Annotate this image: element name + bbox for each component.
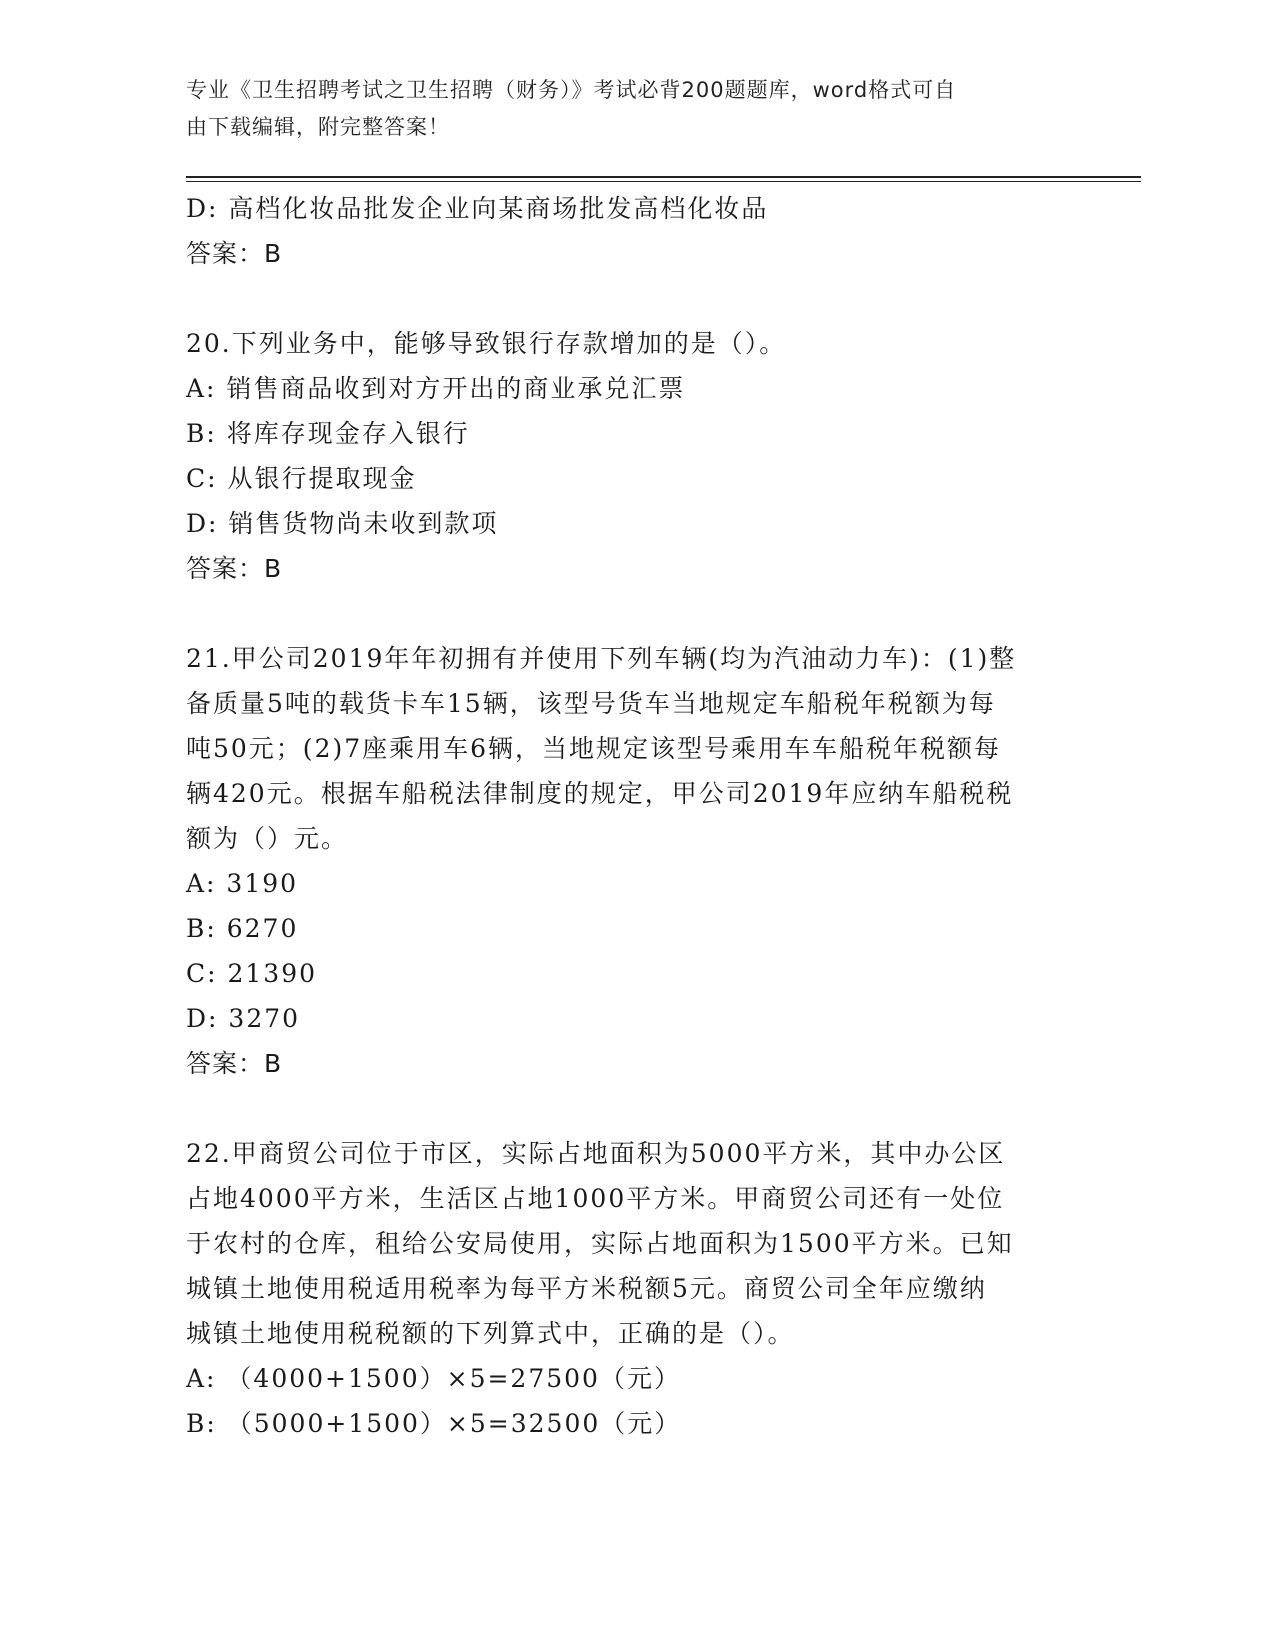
q21-stem-line: 21.甲公司2019年年初拥有并使用下列车辆(均为汽油动力车)：(1)整 xyxy=(186,644,1017,673)
q20-answer: 答案：B xyxy=(186,554,283,583)
q21-stem-line: 额为（）元。 xyxy=(186,824,349,853)
spacer xyxy=(186,276,1086,321)
q20-option-d: D: 销售货物尚未收到款项 xyxy=(186,509,499,538)
header-line-1: 专业《卫生招聘考试之卫生招聘（财务）》考试必背200题题库，word格式可自 xyxy=(186,78,957,102)
spacer xyxy=(186,1086,1086,1131)
q22-option-b: B: （5000+1500）×5=32500（元） xyxy=(186,1409,682,1438)
q22-stem-line: 占地4000平方米，生活区占地1000平方米。甲商贸公司还有一处位 xyxy=(186,1184,1005,1213)
prev-option-d: D: 高档化妆品批发企业向某商场批发高档化妆品 xyxy=(186,194,769,223)
header-line-2: 由下载编辑，附完整答案！ xyxy=(186,115,450,139)
q21-option-a: A: 3190 xyxy=(186,869,299,898)
q21-stem-line: 备质量5吨的载货卡车15辆，该型号货车当地规定车船税年税额为每 xyxy=(186,689,996,718)
q21-option-d: D: 3270 xyxy=(186,1004,301,1033)
q22-stem-line: 城镇土地使用税税额的下列算式中，正确的是（）。 xyxy=(186,1319,795,1348)
q20-option-c: C: 从银行提取现金 xyxy=(186,464,417,493)
q20-option-a: A: 销售商品收到对方开出的商业承兑汇票 xyxy=(186,374,686,403)
q22-stem-line: 城镇土地使用税适用税率为每平方米税额5元。商贸公司全年应缴纳 xyxy=(186,1274,987,1303)
page-header xyxy=(186,72,1066,146)
header-rule-thin xyxy=(186,181,1141,182)
q21-stem-line: 辆420元。根据车船税法律制度的规定，甲公司2019年应纳车船税税 xyxy=(186,779,1014,808)
q20-stem: 20.下列业务中，能够导致银行存款增加的是（）。 xyxy=(186,329,787,358)
question-content xyxy=(186,186,1086,1446)
header-rule-thick xyxy=(186,176,1141,178)
spacer xyxy=(186,591,1086,636)
prev-answer: 答案：B xyxy=(186,239,283,268)
q20-option-b: B: 将库存现金存入银行 xyxy=(186,419,470,448)
q22-stem-line: 于农村的仓库，租给公安局使用，实际占地面积为1500平方米。已知 xyxy=(186,1229,1014,1258)
q21-answer: 答案：B xyxy=(186,1049,283,1078)
q21-option-c: C: 21390 xyxy=(186,959,318,988)
q21-stem-line: 吨50元；(2)7座乘用车6辆，当地规定该型号乘用车车船税年税额每 xyxy=(186,734,1002,763)
q22-stem-line: 22.甲商贸公司位于市区，实际占地面积为5000平方米，其中办公区 xyxy=(186,1139,1006,1168)
q22-option-a: A: （4000+1500）×5=27500（元） xyxy=(186,1364,681,1393)
q21-option-b: B: 6270 xyxy=(186,914,299,943)
